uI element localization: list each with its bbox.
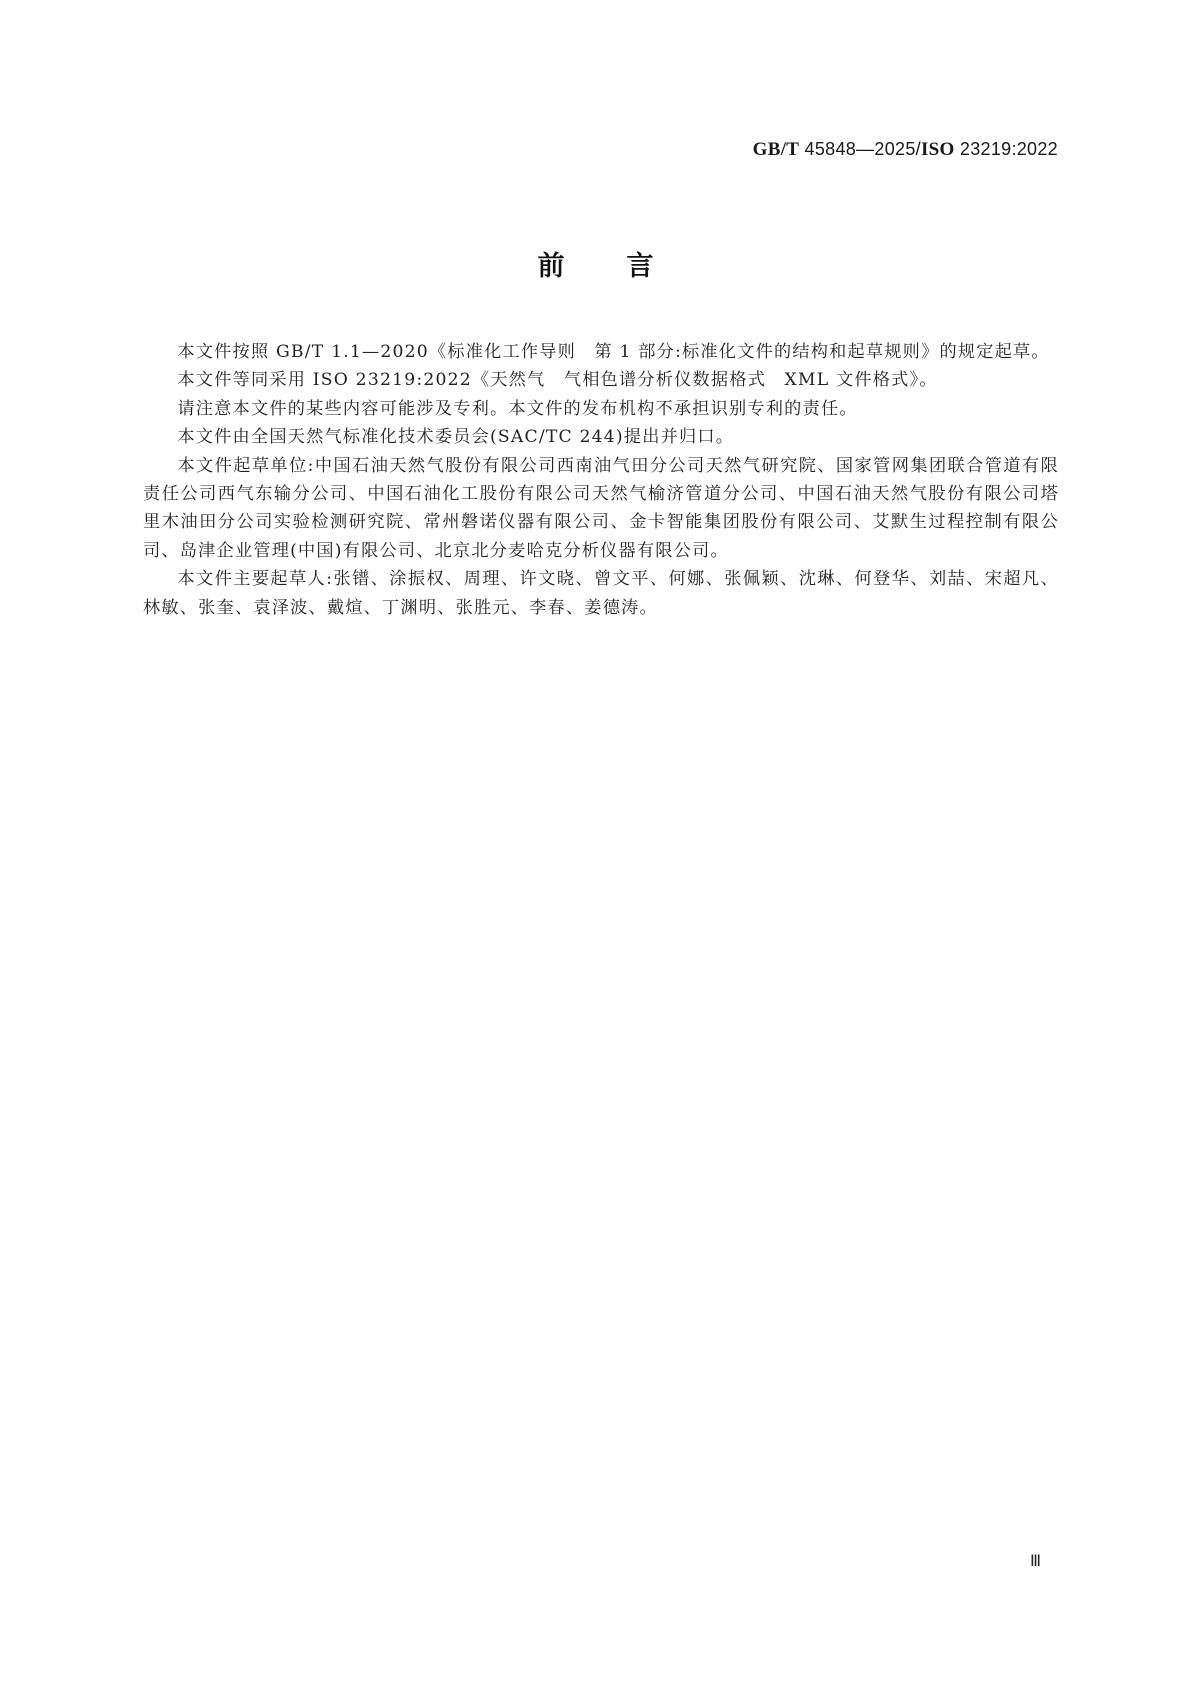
standard-number-header (753, 139, 1058, 161)
foreword-body (143, 338, 1059, 622)
standard-number: 45848—2025/ (799, 139, 921, 159)
paragraph-drafters: 本文件主要起草人:张镨、涂振权、周理、许文晓、曾文平、何娜、张佩颖、沈琳、何登华、刘喆、宋超凡、林敏、张奎、袁泽波、戴煊、丁渊明、张胜元、李春、姜德涛。 (143, 569, 1059, 618)
page-number: Ⅲ (1030, 1553, 1042, 1570)
iso-prefix: ISO (920, 139, 955, 160)
iso-number: 23219:2022 (954, 139, 1058, 159)
paragraph-drafting-rules: 本文件按照 GB/T 1.1—2020《标准化工作导则 第 1 部分:标准化文件的结构和起草规则》的规定起草。 (177, 342, 1050, 362)
title-char-2: 言 (626, 251, 654, 282)
title-char-1: 前 (537, 251, 565, 282)
paragraph-patent-notice: 请注意本文件的某些内容可能涉及专利。本文件的发布机构不承担识别专利的责任。 (177, 398, 858, 419)
paragraph-adoption: 本文件等同采用 ISO 23219:2022《天然气 气相色谱分析仪数据格式 XML 文件格式》。 (177, 370, 938, 391)
paragraph-drafting-units: 本文件起草单位:中国石油天然气股份有限公司西南油气田分公司天然气研究院、国家管网集团联合管道有限责任公司西气东输分公司、中国石油化工股份有限公司天然气榆济管道分公司、中国石油天然气股份有限公司塔里木油田分公司实验检测研究院、常州磐诺仪器有限公司、金卡智能集团股份有限公司、艾默生过程控制有限公司、岛津企业管理(中国)有限公司、北京北分麦哈克分析仪器有限公司。 (143, 455, 1059, 561)
standard-prefix: GB/T (752, 139, 800, 160)
page-title (0, 244, 1191, 283)
paragraph-committee: 本文件由全国天然气标准化技术委员会(SAC/TC 244)提出并归口。 (177, 427, 735, 448)
